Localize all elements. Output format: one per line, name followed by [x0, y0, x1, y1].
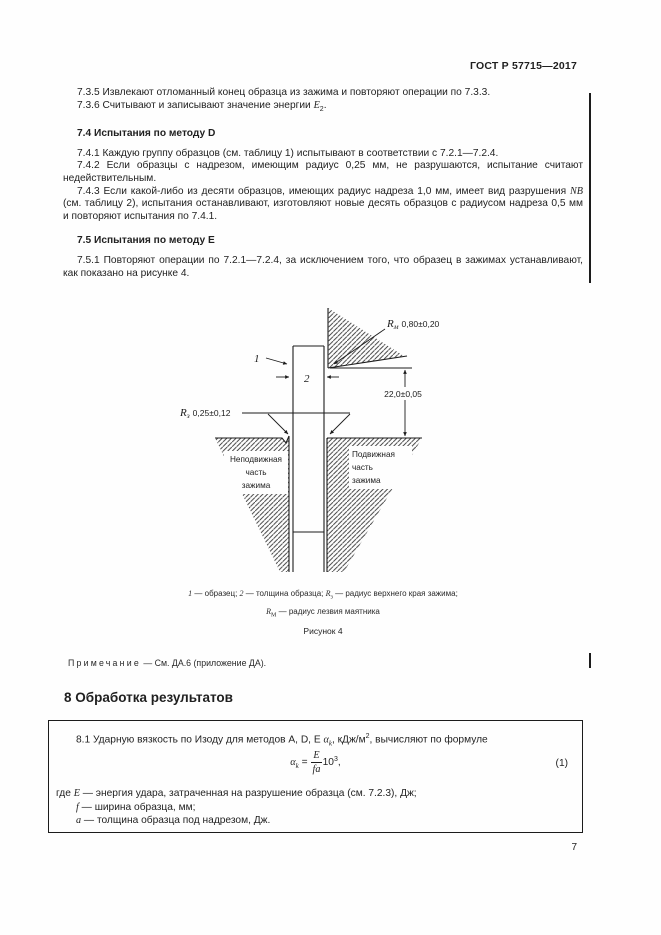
- formula-1: $\alpha_k$ = $\frac{E}{fa}$ $10^3$, (1): [290, 750, 568, 776]
- heading-7-4: 7.4 Испытания по методу D: [77, 128, 216, 140]
- figure-caption-line-1: 1 — образец; 2 — толщина образца; $R_з$ — радиус верхнего края зажима;: [188, 589, 458, 601]
- formula-legend: [56, 787, 582, 827]
- paragraph-7-5-1: 7.5.1 Повторяют операции по 7.2.1—7.2.4, за исключением того, что образец в зажимах устанавливают, как показано на рисунке 4.: [63, 254, 583, 279]
- note-text: — См. ДА.6 (приложение ДА).: [140, 658, 267, 668]
- section-8-heading: 8 Обработка результатов: [64, 690, 233, 705]
- moving-clamp-label-line1: Подвижная: [352, 450, 395, 459]
- legend-line-a: а — толщина образца под надрезом, Дж.: [76, 815, 271, 827]
- page-number: 7: [571, 842, 577, 853]
- pointer-1-leader: [266, 358, 287, 364]
- equation-number: (1): [555, 758, 568, 770]
- note-label: Примечание: [68, 658, 141, 668]
- moving-clamp-label-line2: часть: [352, 463, 373, 472]
- dimension-22-label: 22,0±0,05: [384, 389, 422, 399]
- figure-number: Рисунок 4: [303, 626, 343, 636]
- clamp-radius-leader-right: [330, 414, 350, 434]
- fraction: $\frac{E}{fa}$: [312, 750, 321, 776]
- figure-caption-line-2: $R_М$ — радиус лезвия маятника: [266, 606, 380, 619]
- body-text: [63, 87, 583, 280]
- fixed-clamp-label-line2: часть: [245, 468, 267, 477]
- pendulum-radius-label: Rм 0,80±0,20: [387, 318, 440, 331]
- legend-line-f: f — ширина образца, мм;: [76, 801, 196, 813]
- fixed-clamp-label-line1: Неподвижная: [230, 455, 282, 464]
- heading-7-5: 7.5 Испытания по методу E: [77, 235, 215, 247]
- paragraph-7-3-6: 7.3.6 Считывают и записывают значение энергии $E_2$.: [77, 99, 327, 113]
- paragraph-7-3-5: 7.3.5 Извлекают отломанный конец образца из зажима и повторяют операции по 7.3.3.: [77, 87, 491, 98]
- formula-box: [48, 720, 583, 833]
- revision-bar: [589, 93, 591, 283]
- pointer-2-label: 2: [304, 373, 310, 385]
- fixed-clamp-label-line3: зажима: [241, 481, 271, 490]
- paragraph-7-4-1: 7.4.1 Каждую группу образцов (см. таблицу 1) испытывают в соответствии с 7.2.1—7.2.4.: [77, 147, 499, 159]
- clamp-radius-label: Rз 0,25±0,12: [180, 407, 231, 420]
- pendulum-blade-hatch: [328, 308, 404, 368]
- pointer-1-label: 1: [254, 353, 260, 365]
- paragraph-7-4-3: 7.4.3 Если какой-либо из десяти образцов, имеющих радиус надреза 1,0 мм, имеет вид разрушения NB (см. таблицу 2), испытания останавливают, изготовляют новые десять образцов с радиусом надреза 0,5 мм и повторяют испытания по 7.4.1.: [63, 185, 583, 222]
- running-header: ГОСТ Р 57715—2017: [469, 60, 577, 72]
- clamp-radius-leader-left: [268, 414, 288, 434]
- figure-4-drawing: [140, 295, 570, 587]
- paragraph-7-4-2: 7.4.2 Если образцы с надрезом, имеющим радиус 0,25 мм, не разрушаются, испытание считают недействительным.: [63, 160, 583, 184]
- legend-line-E: где E — энергия удара, затраченная на разрушение образца (см. 7.2.3), Дж;: [56, 788, 417, 800]
- moving-clamp-label-line3: зажима: [352, 476, 381, 485]
- note: [68, 658, 266, 668]
- figure-caption: [63, 587, 583, 622]
- revision-bar: [589, 653, 591, 668]
- paragraph-8-1: 8.1 Ударную вязкость по Изоду для методов A, D, E $\alpha_k$, кДж/$м^2$, вычисляют по формуле: [76, 733, 488, 748]
